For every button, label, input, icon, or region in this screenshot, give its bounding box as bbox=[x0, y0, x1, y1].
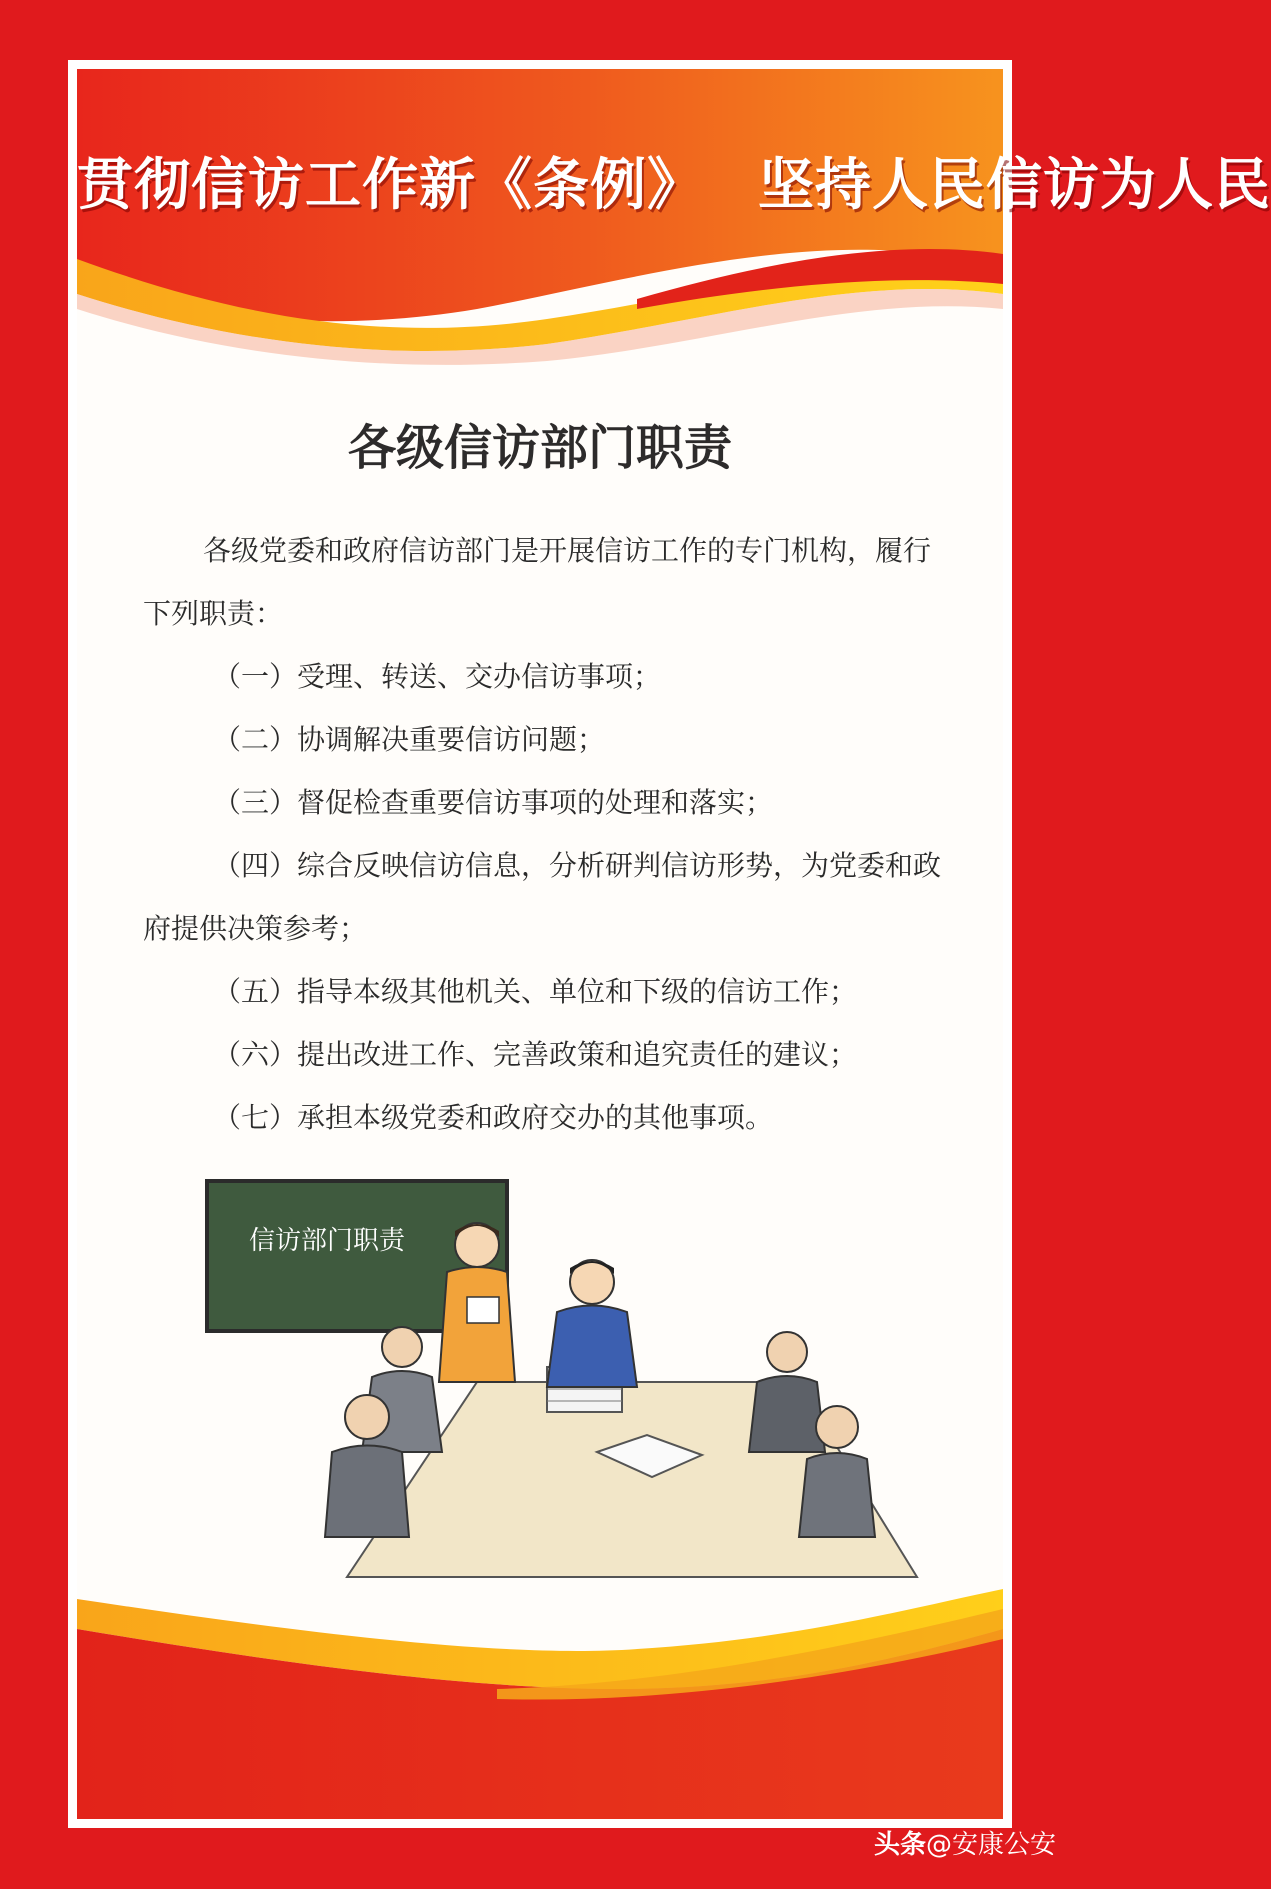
duty-item: （一）受理、转送、交办信访事项； bbox=[213, 660, 662, 693]
headline-slogan bbox=[77, 141, 1271, 221]
blackboard-text: 信访部门职责 bbox=[248, 1226, 406, 1256]
meeting-illustration bbox=[197, 1177, 957, 1637]
presenter-figure bbox=[439, 1267, 515, 1382]
duties-text bbox=[143, 519, 953, 1149]
duty-item: （三）督促检查重要信访事项的处理和落实； bbox=[213, 786, 774, 819]
seated-person bbox=[325, 1446, 409, 1538]
watermark bbox=[874, 1824, 1056, 1861]
seated-person bbox=[749, 1376, 825, 1452]
bottom-banner-wave bbox=[77, 1569, 1003, 1819]
intro-paragraph: 各级党委和政府信访部门是开展信访工作的专门机构，履行下列职责： bbox=[143, 534, 932, 630]
page-title: 各级信访部门职责 bbox=[347, 420, 732, 476]
watermark-handle: @安康公安 bbox=[925, 1830, 1056, 1860]
duty-item: （七）承担本级党委和政府交办的其他事项。 bbox=[213, 1101, 774, 1134]
watermark-brand: 头条 bbox=[873, 1830, 926, 1860]
duty-item: （二）协调解决重要信访问题； bbox=[213, 723, 606, 756]
headline-right: 坚持人民信访为人民 bbox=[758, 153, 1271, 218]
listener-figure bbox=[547, 1306, 637, 1388]
duty-item: （四）综合反映信访信息，分析研判信访形势，为党委和政府提供决策参考； bbox=[143, 849, 942, 945]
top-banner-wave bbox=[77, 69, 1003, 379]
duty-item: （六）提出改进工作、完善政策和追究责任的建议； bbox=[213, 1038, 858, 1071]
duty-item: （五）指导本级其他机关、单位和下级的信访工作； bbox=[213, 975, 858, 1008]
headline-left: 贯彻信访工作新《条例》 bbox=[77, 153, 704, 218]
poster-frame bbox=[68, 60, 1271, 1828]
seated-person bbox=[799, 1453, 875, 1537]
